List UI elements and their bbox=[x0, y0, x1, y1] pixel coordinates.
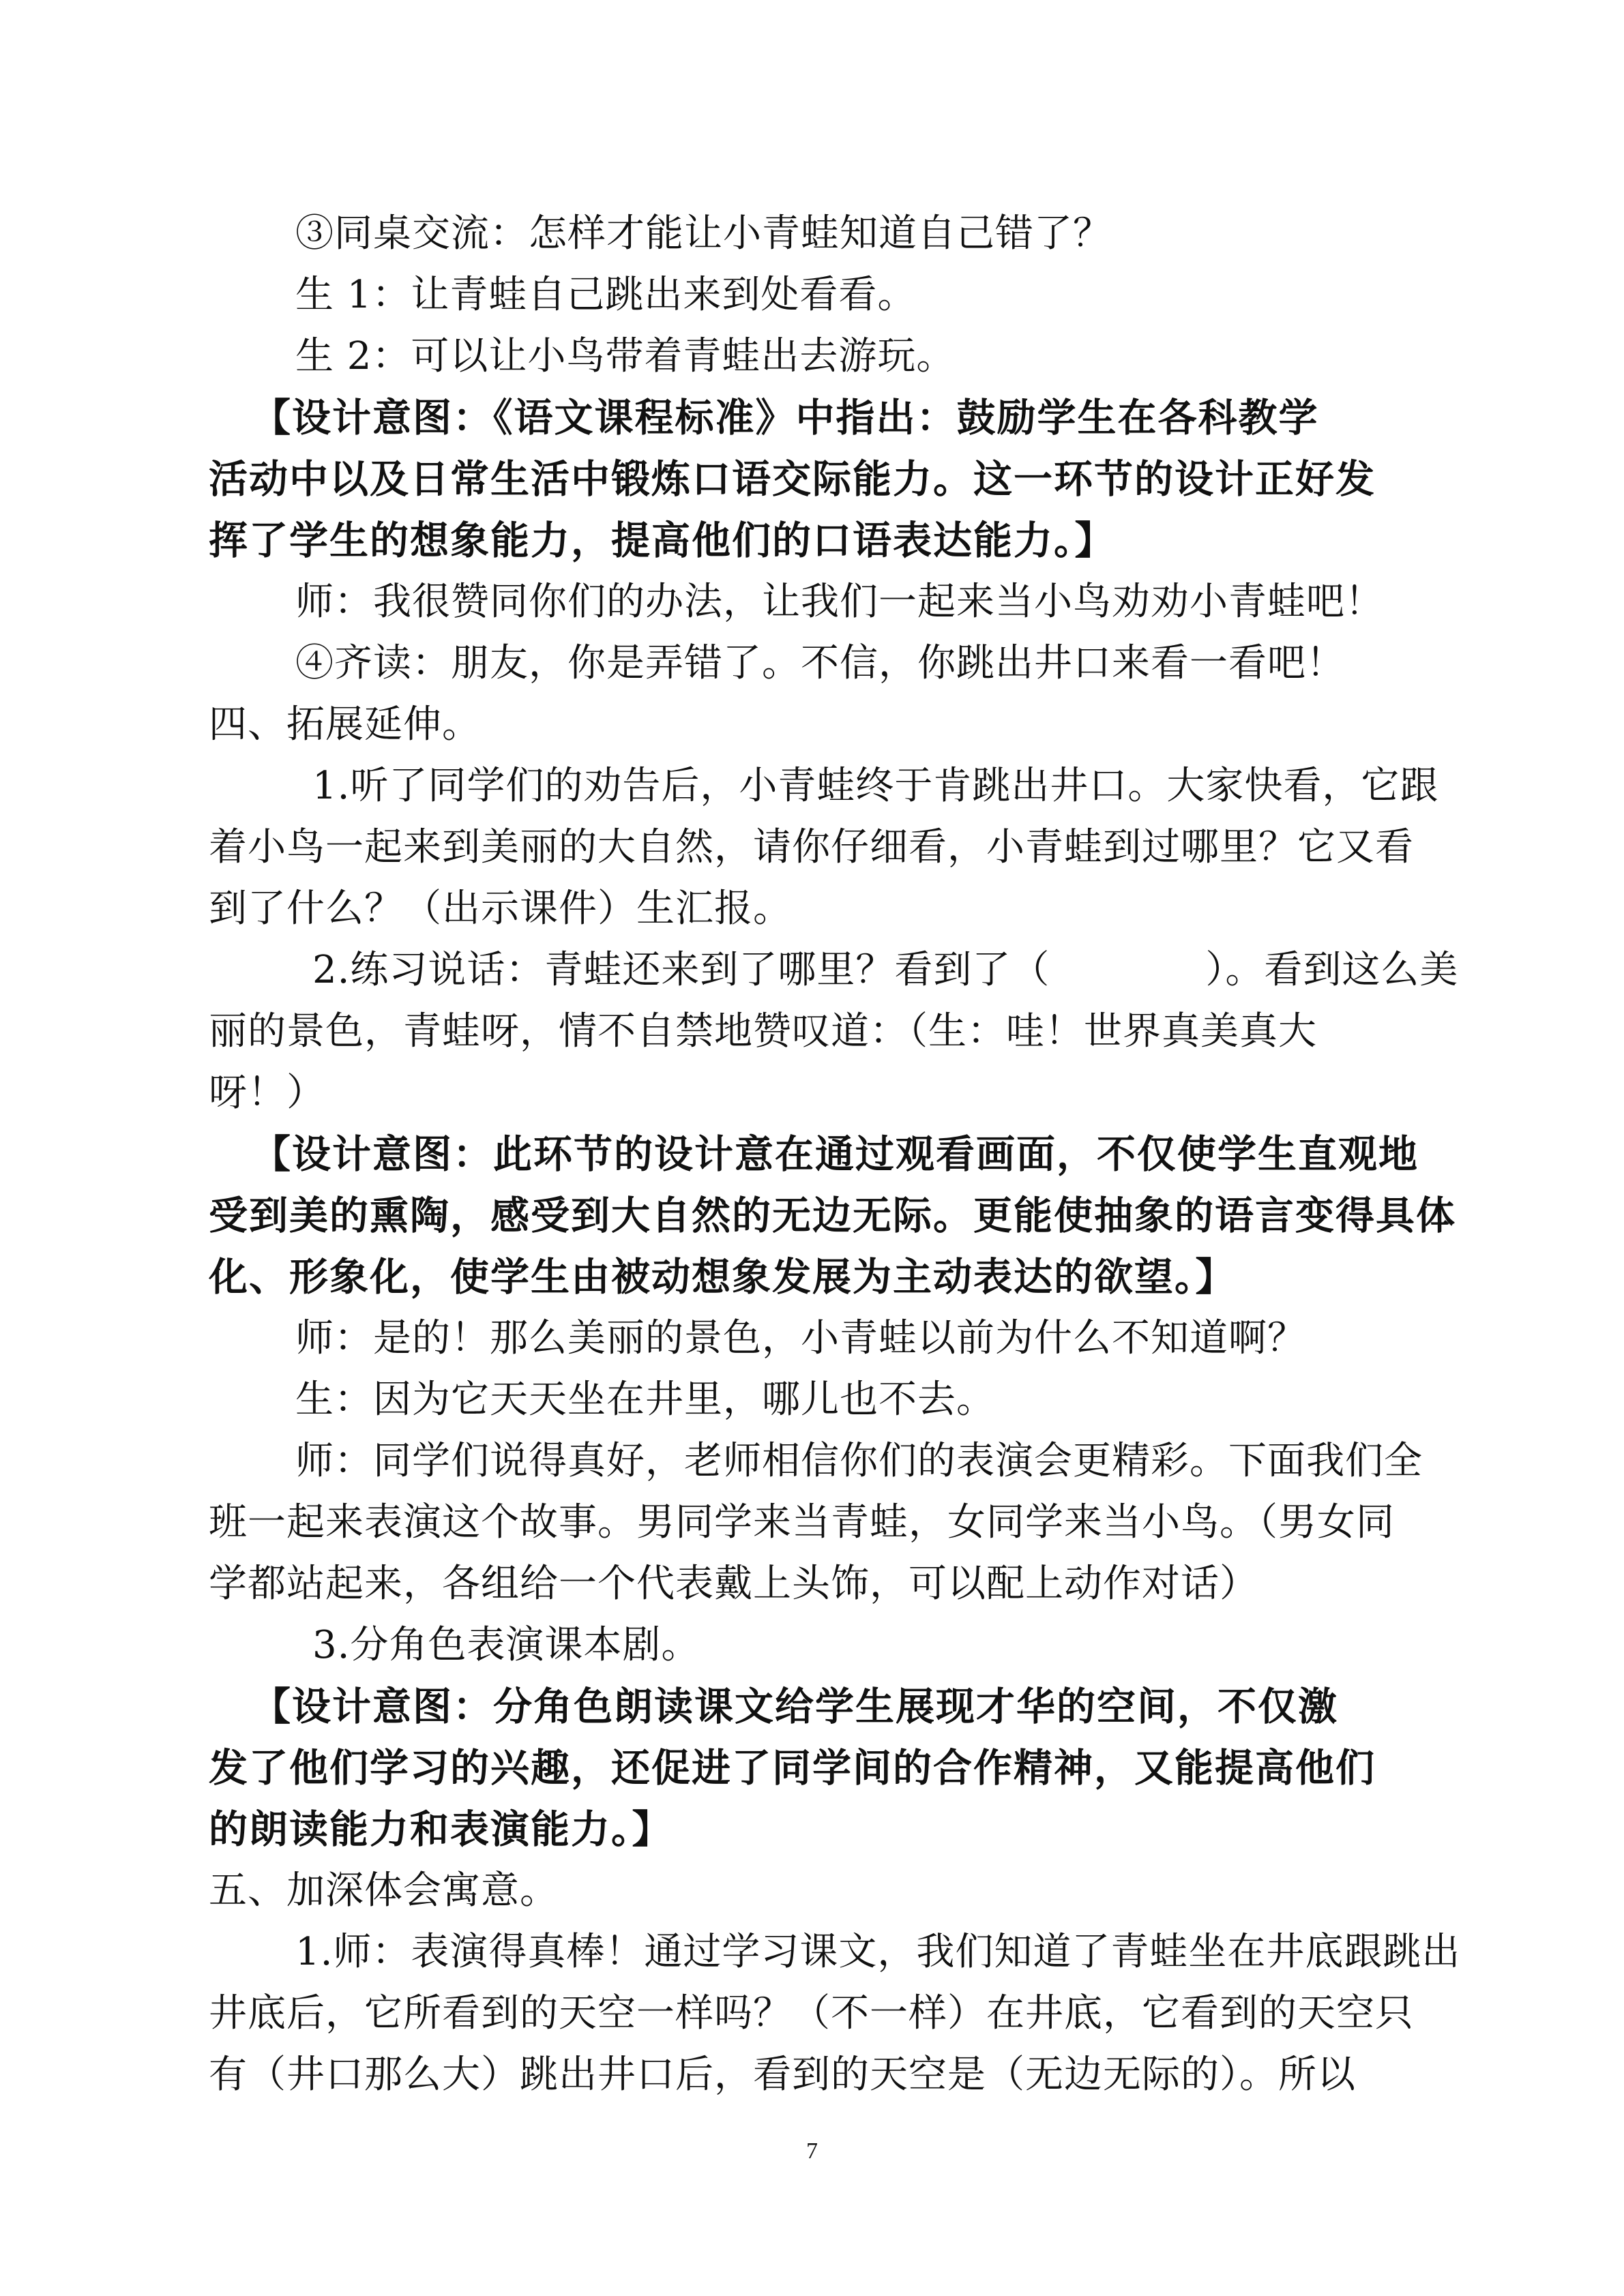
text-line: 3.分角色表演课本剧。 bbox=[312, 1623, 700, 1667]
text-line: 1.师：表演得真棒！通过学习课文，我们知道了青蛙坐在井底跟跳出 bbox=[295, 1930, 1461, 1974]
section-heading: 四、拓展延伸。 bbox=[209, 702, 481, 747]
text-line: 丽的景色，青蛙呀，情不自禁地赞叹道：（生：哇！世界真美真大 bbox=[209, 1009, 1317, 1054]
text-line: ③同桌交流：怎样才能让小青蛙知道自己错了？ bbox=[295, 211, 1112, 256]
design-intent-line: 【设计意图：分角色朗读课文给学生展现才华的空间，不仅激 bbox=[252, 1684, 1338, 1729]
text-line: 师：是的！那么美丽的景色，小青蛙以前为什么不知道啊？ bbox=[295, 1316, 1306, 1360]
text-line: 师：我很赞同你们的办法，让我们一起来当小鸟劝劝小青蛙吧！ bbox=[295, 580, 1384, 624]
design-intent-line: 【设计意图：《语文课程标准》中指出：鼓励学生在各科教学 bbox=[252, 395, 1319, 441]
design-intent-line: 的朗读能力和表演能力。】 bbox=[209, 1806, 673, 1852]
design-intent-line: 化、形象化，使学生由被动想象发展为主动表达的欲望。】 bbox=[209, 1254, 1236, 1300]
text-line: 2.练习说话：青蛙还来到了哪里？看到了（ ）。看到这么美 bbox=[312, 948, 1459, 992]
design-intent-line: 【设计意图：此环节的设计意在通过观看画面，不仅使学生直观地 bbox=[252, 1131, 1419, 1177]
text-line: 到了什么？（出示课件）生汇报。 bbox=[209, 886, 792, 931]
design-intent-line: 活动中以及日常生活中锻炼口语交际能力。这一环节的设计正好发 bbox=[209, 456, 1376, 502]
text-line: 班一起来表演这个故事。男同学来当青蛙，女同学来当小鸟。（男女同 bbox=[209, 1500, 1395, 1545]
text-line: 师：同学们说得真好，老师相信你们的表演会更精彩。下面我们全 bbox=[295, 1439, 1423, 1483]
text-line: 1.听了同学们的劝告后，小青蛙终于肯跳出井口。大家快看，它跟 bbox=[312, 764, 1439, 808]
text-line: 有（井口那么大）跳出井口后，看到的天空是（无边无际的）。所以 bbox=[209, 2053, 1356, 2097]
design-intent-line: 挥了学生的想象能力，提高他们的口语表达能力。】 bbox=[209, 518, 1115, 563]
text-line: ④齐读：朋友，你是弄错了。不信，你跳出井口来看一看吧！ bbox=[295, 641, 1345, 685]
text-line: 呀！） bbox=[209, 1071, 325, 1115]
text-line: 学都站起来，各组给一个代表戴上头饰，可以配上动作对话） bbox=[209, 1562, 1258, 1606]
text-line: 生 2：可以让小鸟带着青蛙出去游玩。 bbox=[295, 334, 956, 378]
design-intent-line: 受到美的熏陶，感受到大自然的无边无际。更能使抽象的语言变得具体 bbox=[209, 1193, 1456, 1238]
text-line: 生：因为它天天坐在井里，哪儿也不去。 bbox=[295, 1377, 995, 1422]
text-line: 着小鸟一起来到美丽的大自然，请你仔细看，小青蛙到过哪里？它又看 bbox=[209, 825, 1414, 869]
text-line: 井底后，它所看到的天空一样吗？（不一样）在井底，它看到的天空只 bbox=[209, 1991, 1414, 2036]
page-number: 7 bbox=[806, 2138, 818, 2164]
section-heading: 五、加深体会寓意。 bbox=[209, 1868, 559, 1913]
text-line: 生 1：让青蛙自己跳出来到处看看。 bbox=[295, 273, 917, 317]
design-intent-line: 发了他们学习的兴趣，还促进了同学间的合作精神，又能提高他们 bbox=[209, 1745, 1376, 1791]
